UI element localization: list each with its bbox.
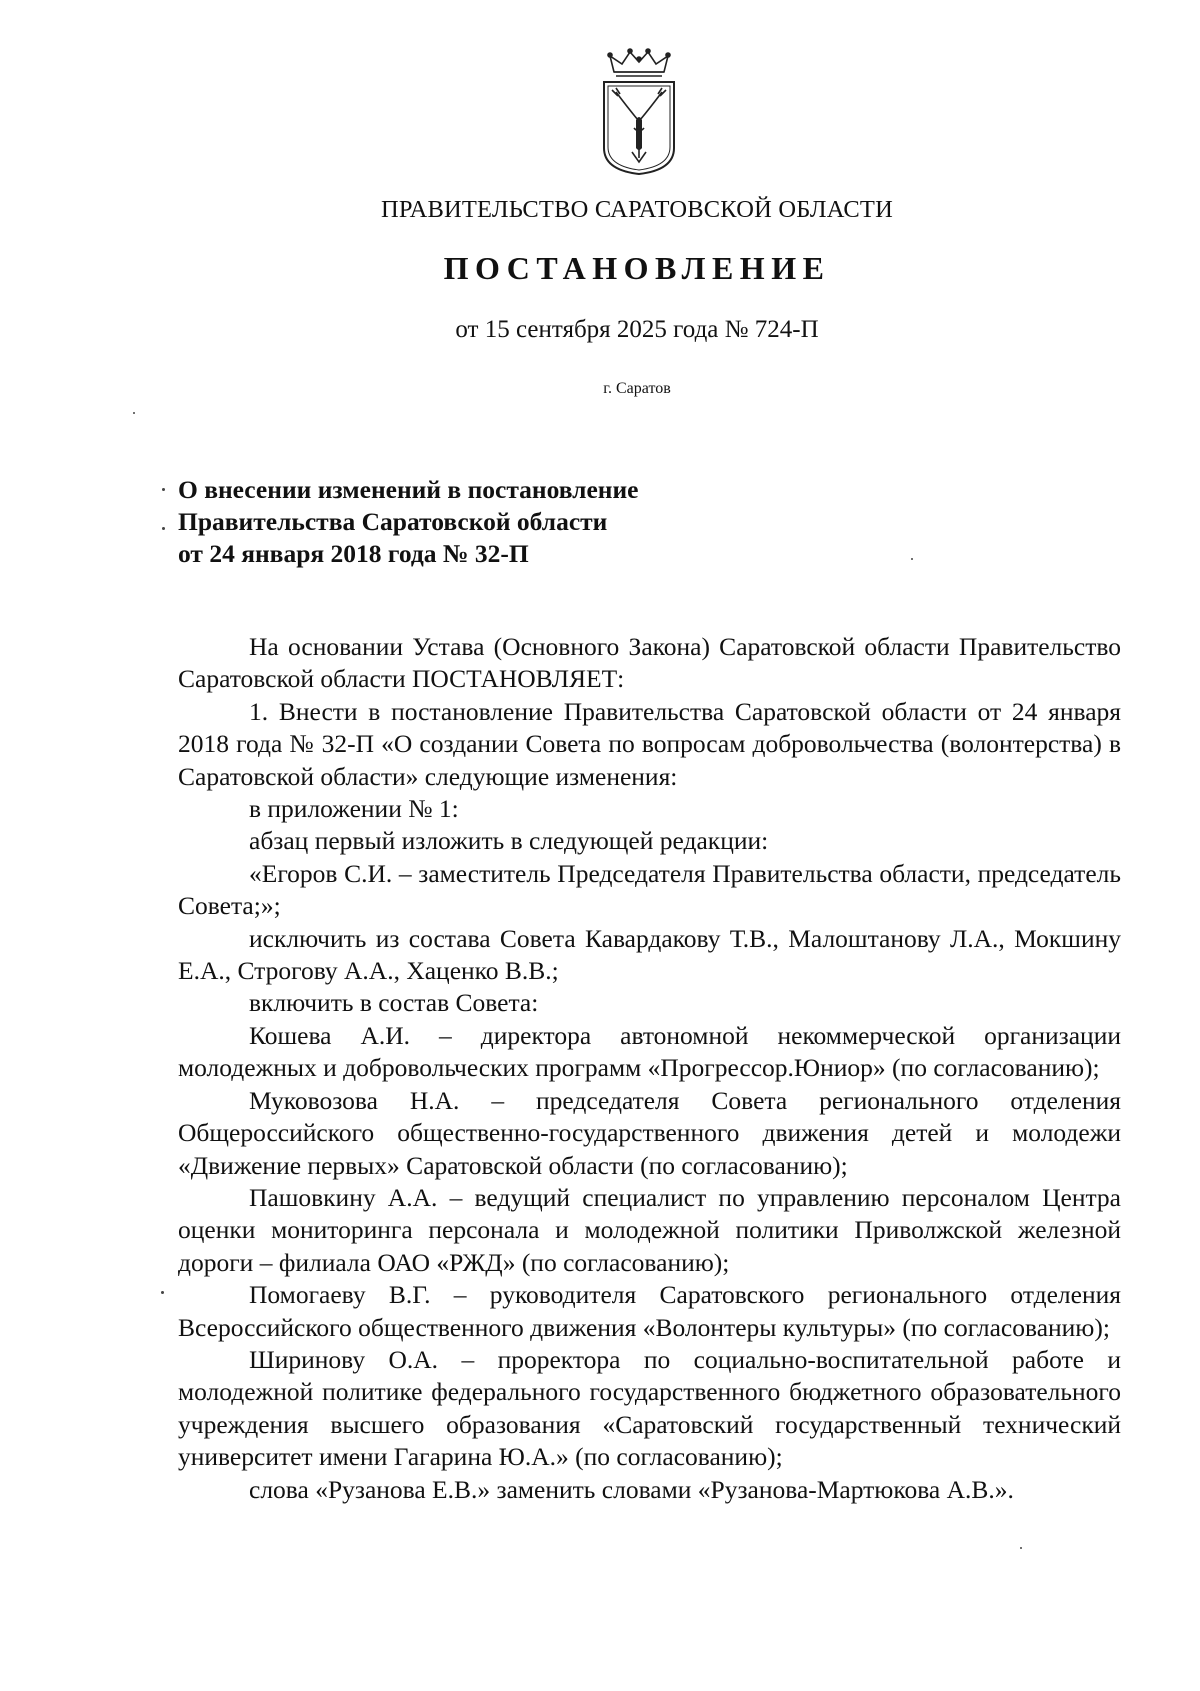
paragraph-member: Кошева А.И. – директора автономной некоммерческой организации молодежных и добровольческих программ «Прогрессор.Юниор» (по согласованию);	[178, 1020, 1121, 1083]
coat-of-arms-icon	[598, 48, 680, 176]
paragraph-member: Пашовкину А.А. – ведущий специалист по управлению персоналом Центра оценки мониторинга персонала и молодежной политики Приволжской железной дороги – филиала ОАО «РЖД» (по согласованию);	[178, 1182, 1121, 1277]
document-type: ПОСТАНОВЛЕНИЕ	[443, 250, 831, 286]
document-title	[178, 474, 639, 570]
scan-speck	[1020, 1547, 1022, 1549]
document-body	[178, 631, 1121, 1506]
paragraph-member: Ширинову О.А. – проректора по социально-воспитательной работе и молодежной политике федерального государственного бюджетного образовательного учреждения высшего образования «Саратовский государственный технический университет имени Гагарина Ю.А.» (по согласованию);	[178, 1344, 1121, 1472]
paragraph: исключить из состава Совета Кавардакову Т.В., Малоштанову Л.А., Мокшину Е.А., Строгову А.А., Хаценко В.В.;	[178, 923, 1121, 986]
scan-speck	[162, 527, 165, 530]
paragraph: включить в состав Совета:	[249, 988, 539, 1018]
scan-speck	[161, 1291, 164, 1294]
paragraph-member: Помогаеву В.Г. – руководителя Саратовского регионального отделения Всероссийского общественного движения «Волонтеры культуры» (по согласованию);	[178, 1280, 1121, 1342]
title-line: О внесении изменений в постановление	[178, 475, 639, 504]
paragraph-preamble: На основании Устава (Основного Закона) Саратовской области Правительство Саратовской области ПОСТАНОВЛЯЕТ:	[178, 632, 1121, 694]
paragraph-item-1: 1. Внести в постановление Правительства Саратовской области от 24 января 2018 года № 32-П «О создании Совета по вопросам добровольчества (волонтерства) в Саратовской области» следующие изменения:	[178, 696, 1121, 791]
title-line: Правительства Саратовской области	[178, 507, 608, 536]
paragraph: «Егоров С.И. – заместитель Председателя Правительства области, председатель Совета;»;	[178, 858, 1121, 921]
scan-speck	[911, 558, 913, 560]
document-city: г. Саратов	[603, 380, 671, 397]
paragraph: слова «Рузанова Е.В.» заменить словами «Рузанова-Мартюкова А.В.».	[249, 1474, 1014, 1504]
paragraph: в приложении № 1:	[249, 794, 459, 824]
paragraph: абзац первый изложить в следующей редакции:	[249, 826, 769, 856]
scan-speck	[133, 412, 135, 414]
organization-name: ПРАВИТЕЛЬСТВО САРАТОВСКОЙ ОБЛАСТИ	[380, 196, 893, 223]
title-line: от 24 января 2018 года № 32-П	[178, 539, 529, 568]
scan-speck	[162, 488, 165, 491]
paragraph-member: Муковозова Н.А. – председателя Совета регионального отделения Общероссийского общественно-государственного движения детей и молодежи «Движение первых» Саратовской области (по согласованию);	[178, 1085, 1121, 1180]
document-date-number: от 15 сентября 2025 года № 724-П	[455, 316, 819, 343]
